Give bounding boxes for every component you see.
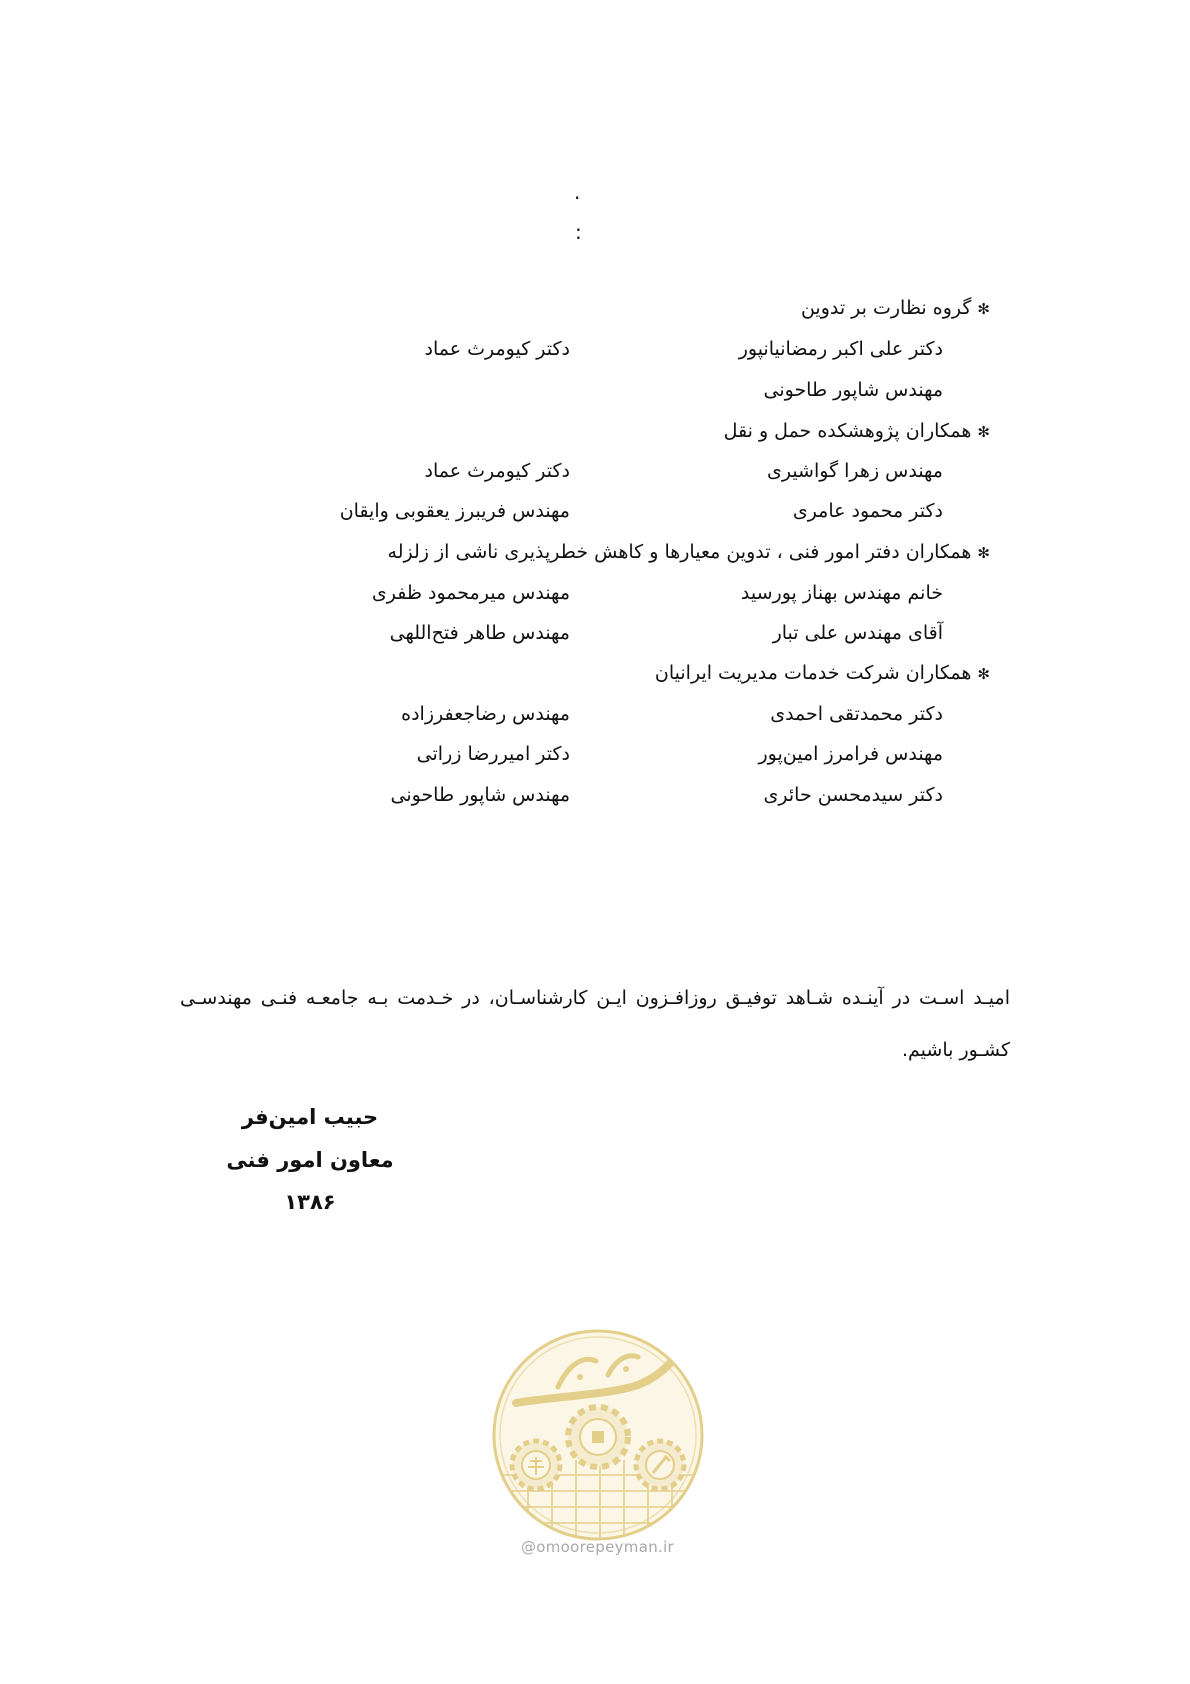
member-name: مهندس شاپور طاحونی [763, 379, 943, 401]
member-name: مهندس فریبرز یعقوبی وایقان [339, 500, 570, 522]
member-name: آقای مهندس علی تبار [772, 622, 943, 644]
asterisk-bullet-icon: ✻ [977, 300, 990, 318]
period-mark: . [574, 180, 581, 204]
asterisk-bullet-icon: ✻ [977, 544, 990, 562]
section-heading-technical-affairs: ✻همکاران دفتر امور فنی ، تدوین معیارها و کاهش خطرپذیری ناشی از زلزله [387, 541, 990, 563]
colon-mark: : [575, 220, 582, 244]
member-name: دکتر علی اکبر رمضانیانپور [738, 338, 943, 360]
member-name: دکتر کیومرث عماد [424, 460, 570, 482]
member-name: مهندس فرامرز امین‌پور [758, 743, 943, 765]
signature-year: ۱۳۸۶ [284, 1190, 336, 1214]
member-name: مهندس طاهر فتح‌اللهی [389, 622, 570, 644]
signature-title: معاون امور فنی [226, 1148, 394, 1172]
asterisk-bullet-icon: ✻ [977, 423, 990, 441]
omoorepeyman-logo-icon [488, 1325, 708, 1545]
member-name: مهندس رضاجعفرزاده [401, 703, 570, 725]
asterisk-bullet-icon: ✻ [977, 665, 990, 683]
closing-paragraph: امیـد اسـت در آینـده شـاهد توفیـق روزافـزون ایـن کارشناسـان، در خـدمت بـه جامعـه فنـی مهندسـی کشـور باشیم. [180, 987, 1010, 1061]
signature-name: حبیب امین‌فر [241, 1105, 379, 1129]
website-watermark: @omoorepeyman.ir [520, 1538, 675, 1556]
member-name: مهندس میرمحمود ظفری [371, 582, 570, 604]
member-name: دکتر محمدتقی احمدی [770, 703, 943, 725]
member-name: مهندس زهرا گواشیری [766, 460, 943, 482]
member-name: دکتر سیدمحسن حائری [763, 784, 943, 806]
member-name: مهندس شاپور طاحونی [390, 784, 570, 806]
member-name: خانم مهندس بهناز پورسید [740, 582, 943, 604]
section-heading-transport-institute: ✻همکاران پژوهشکده حمل و نقل [723, 420, 990, 442]
section-heading-supervision: ✻گروه نظارت بر تدوین [800, 297, 990, 319]
member-name: دکتر امیررضا زراتی [416, 743, 570, 765]
member-name: دکتر کیومرث عماد [424, 338, 570, 360]
section-heading-management-services: ✻همکاران شرکت خدمات مدیریت ایرانیان [654, 662, 990, 684]
member-name: دکتر محمود عامری [792, 500, 943, 522]
